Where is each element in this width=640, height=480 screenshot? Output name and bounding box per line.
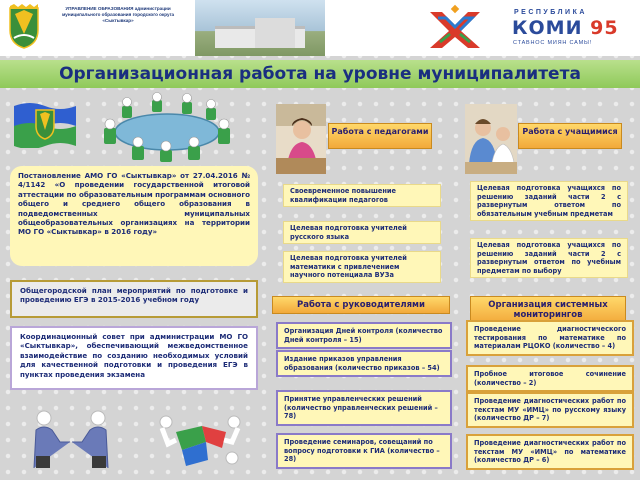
teachers-item-2: Целевая подготовка учителей русского языка bbox=[283, 221, 441, 244]
monitoring-tag: Организация системных мониторингов bbox=[470, 296, 626, 324]
heads-item-4: Проведение семинаров, совещаний по вопросу подготовки к ГИА (количество – 28) bbox=[276, 433, 452, 469]
handshake-illustration bbox=[30, 408, 112, 474]
komi-label: КОМИ 95 bbox=[512, 17, 619, 39]
organization-name: УПРАВЛЕНИЕ ОБРАЗОВАНИЯ администрации муниципального образования городского округа «Сыктывкар» bbox=[61, 6, 175, 24]
heads-item-1: Организация Дней контроля (количество Дней контроля – 15) bbox=[276, 322, 452, 349]
heads-item-3: Принятие управленческих решений (количество управленческих решений – 78) bbox=[276, 390, 452, 426]
republic-label: РЕСПУБЛИКА bbox=[514, 9, 587, 16]
decree-box: Постановление АМО ГО «Сыктывкар» от 27.04.2016 № 4/1142 «О проведении государственной итоговой аттестации по образовательным программам основного общего и среднего общего образования в подведомственных муниципальных общеобразовательных организациях на территории МО ГО «Сыктывкар» в 2016 году» bbox=[10, 166, 258, 266]
heads-item-2: Издание приказов управления образования (количество приказов – 54) bbox=[276, 350, 452, 377]
teachers-item-3: Целевая подготовка учителей математики с привлечением научного потенциала ВУЗа bbox=[283, 251, 441, 283]
teacher-photo bbox=[276, 104, 326, 174]
city-plan-box: Общегородской план мероприятий по подготовке и проведению ЕГЭ в 2015-2016 учебном году bbox=[10, 280, 258, 318]
coat-of-arms-icon bbox=[6, 4, 42, 50]
building-photo bbox=[195, 0, 325, 56]
header bbox=[0, 0, 640, 56]
teachers-item-1: Своевременное повышение квалификации педагогов bbox=[283, 184, 441, 207]
monitoring-item-2: Пробное итоговое сочинение (количество – 2) bbox=[466, 365, 634, 392]
komi-ornament-logo-icon bbox=[420, 4, 490, 50]
students-photo bbox=[465, 104, 517, 174]
coordination-council-box: Координационный совет при администрации МО ГО «Сыктывкар», обеспечивающий межведомственное взаимодействие по созданию необходимых условий для качественной подготовки и проведения ЕГЭ в пунктах проведения экзамена bbox=[10, 326, 258, 390]
puzzle-illustration bbox=[146, 402, 252, 476]
meeting-table-illustration bbox=[92, 92, 242, 164]
students-tag: Работа с учащимися bbox=[518, 123, 622, 149]
slogan: СТАВНОС МИЯН САМЫ! bbox=[513, 40, 592, 46]
heads-tag: Работа с руководителями bbox=[272, 296, 450, 314]
students-item-2: Целевая подготовка учащихся по решению заданий части 2 с развернутым ответом по учебным предметам по выбору bbox=[470, 238, 628, 278]
students-item-1: Целевая подготовка учащихся по решению заданий части 2 с развернутым ответом по обязательным учебным предметам bbox=[470, 181, 628, 221]
city-flag-icon bbox=[14, 100, 76, 148]
page-title: Организационная работа на уровне муниципалитета bbox=[59, 64, 581, 84]
monitoring-item-3: Проведение диагностических работ по текстам МУ «ИМЦ» по русскому языку (количество ДР – 7) bbox=[466, 392, 634, 428]
monitoring-item-4: Проведение диагностических работ по текстам МУ «ИМЦ» по математике (количество ДР – 6) bbox=[466, 434, 634, 470]
monitoring-item-1: Проведение диагностического тестирования по математике по материалам РЦОКО (количество – 4) bbox=[466, 320, 634, 356]
teachers-tag: Работа с педагогами bbox=[328, 123, 432, 149]
